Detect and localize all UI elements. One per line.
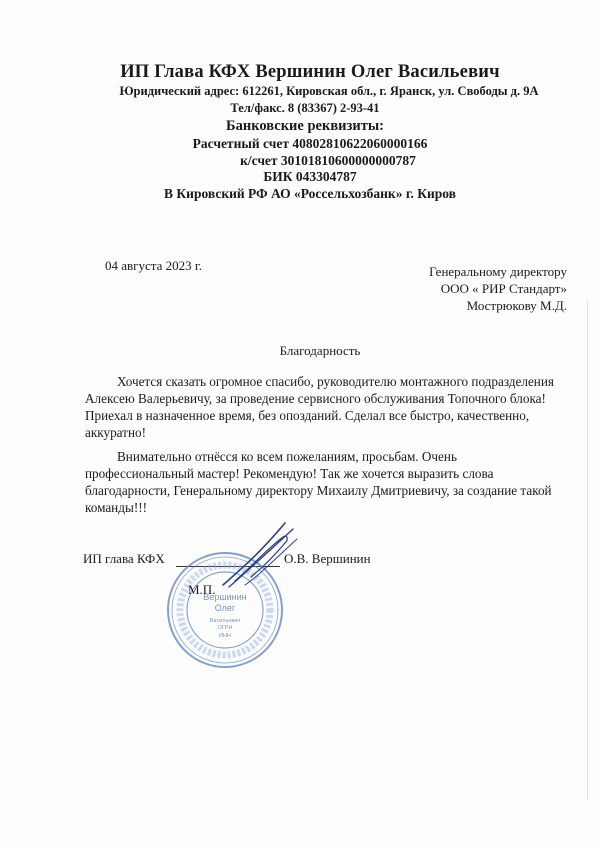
body-paragraph-2: Внимательно отнёсся ко всем пожеланиям, просьбам. Очень профессиональный мастер! Рекомендую! Так же хочется выразить слова благодарности, Генеральному директору Михаилу Дмитриевичу, за создание такой команды!!! [85, 449, 552, 515]
mp-label: М.П. [188, 582, 216, 597]
correspondent-account: к/счет 30101810600000000787 [240, 152, 416, 168]
stamp-line-3: Васильевич [209, 618, 241, 624]
bank-details-title: Банковские реквизиты: [226, 118, 384, 134]
stamp-line-4: ОГРН [217, 625, 233, 631]
body-paragraph-1: Хочется сказать огромное спасибо, руководителю монтажного подразделения Алексею Валерьевичу, за проведение сервисного обслуживания Топочного блока! Приехал в назначенное время, без опозданий. Сделал все быстро, качественно, аккуратно! [85, 374, 554, 440]
recipient-name: Мострюкову М.Д. [466, 298, 567, 313]
bank-branch: В Кировский РФ АО «Россельхозбанк» г. Киров [164, 185, 456, 201]
scan-edge-line [587, 300, 588, 800]
signer-position: ИП глава КФХ [83, 551, 165, 566]
recipient-block [429, 263, 567, 314]
letter-date: 04 августа 2023 г. [105, 258, 202, 273]
letter-body [85, 373, 565, 523]
stamp-line-1: Вершинин [203, 592, 247, 602]
recipient-company: ООО « РИР Стандарт» [440, 281, 567, 296]
legal-address: Юридический адрес: 612261, Кировская обл., г. Яранск, ул. Свободы д. 9А [119, 84, 539, 98]
handwritten-signature-icon [215, 515, 305, 605]
settlement-account: Расчетный счет 40802810622060000166 [192, 136, 428, 151]
letterhead [0, 62, 600, 202]
company-name: ИП Глава КФХ Вершинин Олег Васильевич [120, 62, 500, 82]
signer-name: О.В. Вершинин [284, 551, 371, 566]
stamp-line-5: ИНН [219, 633, 231, 639]
telfax: Тел/факс. 8 (83367) 2-93-41 [230, 101, 380, 115]
recipient-position: Генеральному директору [429, 264, 567, 279]
letter-title: Благодарность [279, 343, 361, 358]
bik: БИК 043304787 [263, 169, 357, 184]
stamp-line-2: Олег [214, 603, 236, 613]
